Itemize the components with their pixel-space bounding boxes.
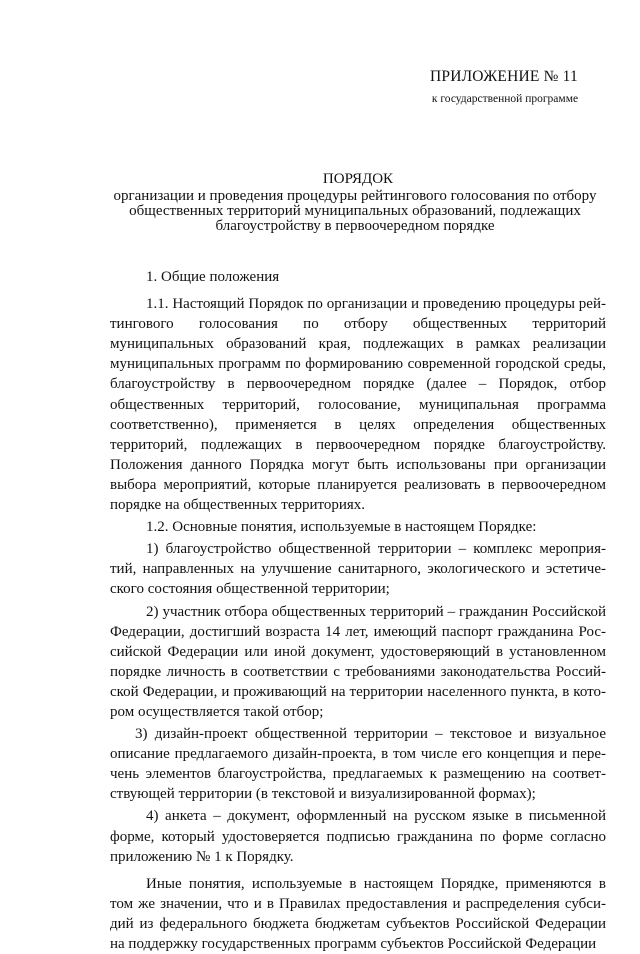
definition-item-3: 3) дизайн-проект общественной территории – текстовое и визуальное описание предлагаемого дизайн-проекта, в том числе его концепция и перечень элементов благоустройства, предлагаемых к размещению на соответствующей территории (в текстовой и визуализированной формах); — [110, 726, 606, 803]
appendix-subtitle: к государственной программе — [431, 93, 579, 105]
paragraph-other-terms: Иные понятия, используемые в настоящем Порядке, применяются в том же значении, что и в Правилах предоставления и распределения субсидий из федерального бюджета бюджетам субъектов Российской Федерации на поддержку государственных программ субъектов Российской Федерации — [110, 875, 606, 952]
appendix-title: ПРИЛОЖЕНИЕ № 11 — [429, 68, 578, 85]
definition-item-2: 2) участник отбора общественных территорий – гражданин Российской Федерации, достигший возраста 14 лет, имеющий паспорт гражданина Российской Федерации или иной документ, удостоверяющий в установленном порядке личность в соответствии с требованиями законодательства Российской Федерации, и проживающий на территории населенного пункта, в котором осуществляется такой отбор; — [110, 603, 606, 720]
document-subtitle: организации и проведения процедуры рейтингового голосования по отбору общественных территорий муниципальных образований, подлежащих благоустройству в первоочередном порядке — [113, 188, 597, 234]
document-title: ПОРЯДОК — [322, 171, 394, 187]
paragraph-1-2: 1.2. Основные понятия, используемые в настоящем Порядке: — [146, 519, 537, 536]
section-heading: 1. Общие положения — [146, 269, 280, 285]
document-body — [110, 267, 606, 954]
paragraph-1-1: 1.1. Настоящий Порядок по организации и проведению процедуры рейтингового голосования по отбору общественных территорий муниципальных образований края, подлежащих в рамках реализации муниципальных программ по формированию современной городской среды, благоустройству в первоочередном порядке (далее – Порядок, отбор общественных территорий, голосование, муниципальная программа соответственно), применяется в целях определения общественных территорий, подлежащих в первоочередном порядке благоустройству. Положения данного Порядка могут быть использованы при организации выбора мероприятий, которые планируется реализовать в первоочередном порядке на общественных территориях. — [110, 296, 606, 514]
definition-item-1: 1) благоустройство общественной территории – комплекс мероприятий, направленных на улучшение санитарного, экологического и эстетического состояния общественной территории; — [110, 541, 606, 598]
definition-item-4: 4) анкета – документ, оформленный на русском языке в письменной форме, который удостоверяется подписью гражданина по форме согласно приложению № 1 к Порядку. — [110, 808, 606, 865]
appendix-block — [430, 67, 578, 108]
